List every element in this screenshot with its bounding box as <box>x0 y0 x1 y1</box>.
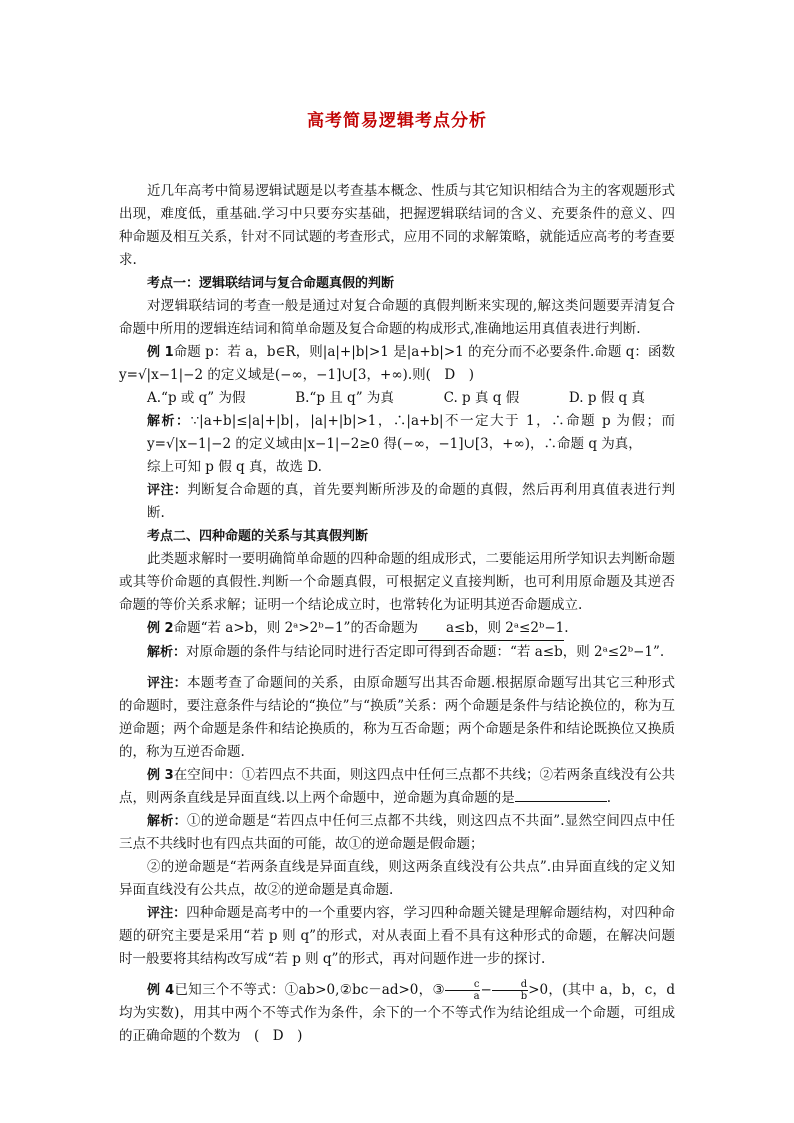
example-4 <box>119 979 675 1048</box>
example-2-answer-blank: a≤b，则 2ᵃ≤2ᵇ−1 <box>418 617 564 641</box>
example-1-label: 例 1 <box>147 345 174 360</box>
kp2-description: 此类题求解时一要明确简单命题的四种命题的组成形式，二要能运用所学知识去判断命题或其等价命题的真假性.判断一个命题真假，可根据定义直接判断，也可利用原命题及其逆否命题的等价关系求解；证明一个结论成立时，也常转化为证明其逆否命题成立. <box>119 551 675 613</box>
minus-sign: − <box>480 982 492 998</box>
kp1-heading: 考点一：逻辑联结词与复合命题真假的判断 <box>147 276 395 291</box>
analysis-text: 对原命题的条件与结论同时进行否定即可得到否命题：“若 a≤b，则 2ᵃ≤2ᵇ−1”. <box>186 644 665 660</box>
example-3 <box>119 764 675 810</box>
comment-text: 本题考查了命题间的关系，由原命题写出其否命题.根据原命题写出其它三种形式的命题时，要注意条件与结论的“换位”与“换质”关系：两个命题是条件与结论换位的，称为互逆命题；两个命题是条件和结论换质的，称为互否命题；两个命题是条件和结论既换位又换质的，称为互逆否命题. <box>119 675 675 760</box>
example-2-label: 例 2 <box>147 621 174 636</box>
comment-label: 评注： <box>147 483 188 498</box>
analysis-label: 解析： <box>147 814 187 829</box>
analysis-label: 解析： <box>147 645 187 660</box>
comment-label: 评注： <box>147 676 187 691</box>
comment-text: 四种命题是高考中的一个重要内容，学习四种命题关键是理解命题结构，对四种命题的研究主要是采用“若 p 则 q”的形式，对从表面上看不具有这种形式的命题，在解决问题时一般要将其结构改写成“若 p 则 q”的形式，再对问题作进一步的探讨. <box>119 905 675 967</box>
example-2-text: 命题“若 a>b，则 2ᵃ>2ᵇ−1”的否命题为 <box>173 620 418 636</box>
example-3-end: . <box>606 790 612 806</box>
example-2-comment <box>119 672 675 764</box>
example-1-analysis <box>147 410 675 456</box>
example-2-end: . <box>564 620 569 636</box>
comment-label: 评注： <box>147 906 187 921</box>
fraction-d-over-b: $\frac{d}{b}$ <box>492 979 528 1002</box>
example-1 <box>119 341 675 387</box>
kp2-heading: 考点二、四种命题的关系与其真假判断 <box>147 529 369 544</box>
analysis-label: 解析： <box>147 414 191 429</box>
option-d: D. p 假 q 真 <box>568 390 645 406</box>
example-3-text: 在空间中：①若四点不共面，则这四点中任何三点都不共线；②若两条直线没有公共点，则两条直线是异面直线.以上两个命题中，逆命题为真命题的是 <box>119 767 675 806</box>
comment-text: 判断复合命题的真，首先要判断所涉及的命题的真假，然后再利用真值表进行判断. <box>147 482 675 521</box>
example-2 <box>119 617 675 641</box>
page-title: 高考简易逻辑考点分析 <box>307 111 487 131</box>
document-body <box>119 180 675 1048</box>
example-4-text-end: >0，(其中 a，b，c，d均为实数)，用其中两个不等式作为条件，余下的一个不等式作为结论组成一个命题，可组成的正确命题的个数为 ( D ) <box>119 982 675 1044</box>
option-b: B.“p 且 q” 为真 <box>295 390 394 406</box>
analysis-text: ∵|a+b|≤|a|+|b|，|a|+|b|>1，∴|a+b|不一定大于 1，∴命题 p 为假；而 y=√|x−1|−2 的定义域由|x−1|−2≥0 得(−∞，−1]∪[3，+∞)，∴命题 q 为真， <box>147 413 675 452</box>
example-4-text: 已知三个不等式：①ab>0,②bc－ad>0，③ <box>174 982 445 998</box>
example-3-label: 例 3 <box>147 768 174 783</box>
option-c: C. p 真 q 假 <box>443 390 520 406</box>
example-3-analysis <box>119 810 675 856</box>
kp1-description: 对逻辑联结词的考查一般是通过对复合命题的真假判断来实现的,解这类问题要弄清复合命题中所用的逻辑连结词和简单命题及复合命题的构成形式,准确地运用真值表进行判断. <box>119 298 675 337</box>
example-1-options <box>147 387 675 410</box>
example-3-analysis-2: ②的逆命题是“若两条直线是异面直线，则这两条直线没有公共点”.由异面直线的定义知异面直线没有公共点，故②的逆命题是真命题. <box>119 859 675 898</box>
example-1-comment <box>147 479 675 525</box>
example-4-label: 例 4 <box>147 983 175 998</box>
intro-paragraph: 近几年高考中简易逻辑试题是以考查基本概念、性质与其它知识相结合为主的客观题形式出现，难度低，重基础.学习中只要夯实基础，把握逻辑联结词的含义、充要条件的意义、四种命题及相互关系，针对不同试题的考查形式，应用不同的求解策略，就能适应高考的考查要求. <box>119 183 675 268</box>
example-3-answer-blank <box>515 801 607 802</box>
example-3-comment <box>119 902 675 971</box>
option-a: A.“p 或 q” 为假 <box>147 390 246 406</box>
example-1-conclusion: 综上可知 p 假 q 真，故选 D. <box>147 459 322 475</box>
fraction-c-over-a: $\frac{c}{a}$ <box>445 979 481 1002</box>
example-1-text: 命题 p：若 a，b∈R，则|a|+|b|>1 是|a+b|>1 的充分而不必要条件.命题 q：函数 y=√|x−1|−2 的定义域是(−∞，−1]∪[3，+∞).则( D ) <box>119 344 675 383</box>
analysis-text: ①的逆命题是“若四点中任何三点都不共线，则这四点不共面”.显然空间四点中任三点不共线时也有四点共面的可能，故①的逆命题是假命题； <box>119 813 675 852</box>
example-2-analysis <box>119 641 675 664</box>
